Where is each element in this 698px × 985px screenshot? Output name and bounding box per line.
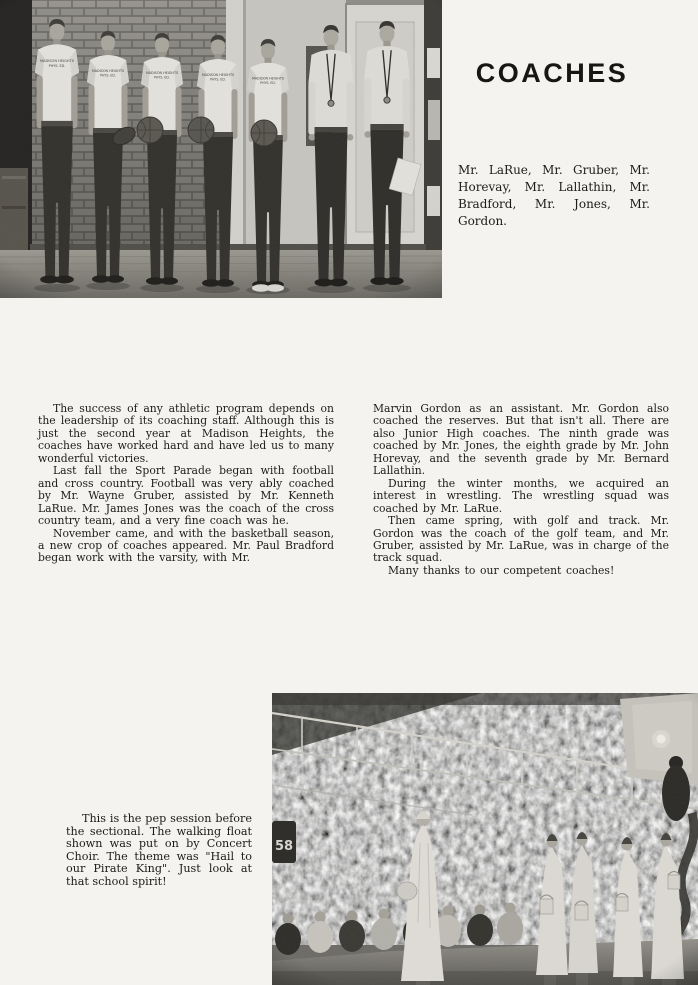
page-title: COACHES [475, 58, 629, 88]
article-right-column [373, 403, 669, 577]
paragraph-basketball: November came, and with the basketball season, a new crop of coaches appeared. Mr. Paul Bradford began work with the varsity, with Mr. [38, 526, 334, 565]
paragraph-spring: Then came spring, with golf and track. Mr. Gordon was the coach of the golf team, and Mr. Gruber, assisted by Mr. LaRue, was in charge of the track squad. [373, 514, 669, 565]
pep-photo-illustration [272, 693, 698, 985]
paragraph-fall-sports: Last fall the Sport Parade began with football and cross country. Football was very ably coached by Mr. Wayne Gruber, assisted by Mr. Kenneth LaRue. Mr. James Jones was the coach of the cross country team, and a very fine coach was he. [38, 464, 334, 528]
coaches-photo [0, 0, 442, 298]
article-body [38, 403, 670, 577]
photo-vignette [272, 693, 698, 985]
pep-session-photo [272, 693, 698, 985]
paragraph-success: The success of any athletic program depends on the leadership of its coaching staff. Although this is just the second year at Madison Heights, the coaches have worked hard and have led us to many wonderful victories. [38, 402, 334, 465]
coaches-photo-caption: Mr. LaRue, Mr. Gruber, Mr. Horevay, Mr. Lallathin, Mr. Bradford, Mr. Jones, Mr. Gordon. [458, 163, 650, 228]
photo-vignette [0, 0, 442, 298]
pep-photo-caption: This is the pep session before the sectional. The walking float shown was put on by Concert Choir. The theme was "Hail to our Pirate King". Just look at that school spirit! [66, 812, 252, 888]
paragraph-basketball-cont: Marvin Gordon as an assistant. Mr. Gordon also coached the reserves. But that isn't all. There are also Junior High coaches. The ninth grade was coached by Mr. Jones, the eighth grade by Mr. John Horevay, and the seventh grade by Mr. Bernard Lallathin. [373, 402, 669, 478]
article-left-column [38, 403, 334, 577]
paragraph-winter: During the winter months, we acquired an interest in wrestling. The wrestling squad was coached by Mr. LaRue. [373, 476, 669, 515]
coaches-photo-illustration [0, 0, 442, 298]
paragraph-thanks: Many thanks to our competent coaches! [388, 563, 615, 577]
